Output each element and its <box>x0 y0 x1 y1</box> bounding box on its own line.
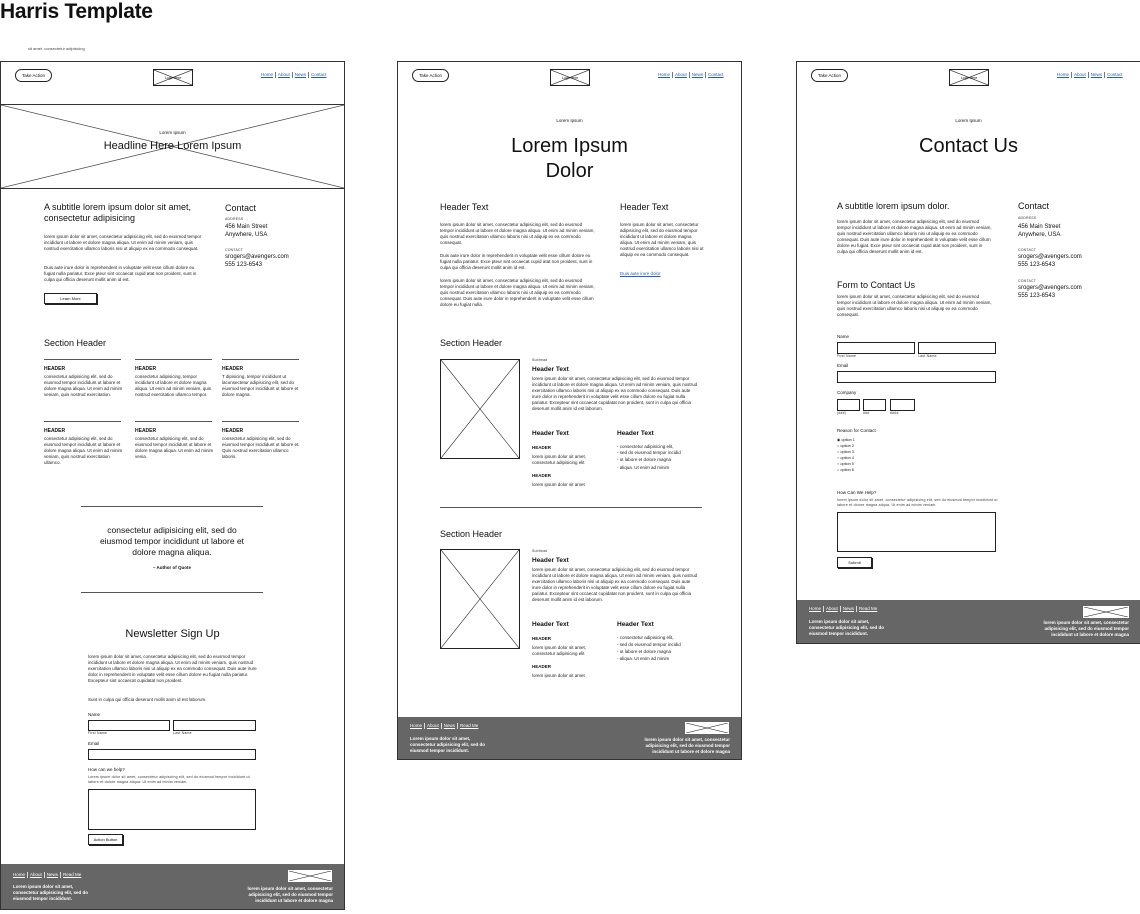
address-line-1: 456 Main Street <box>1018 224 1061 230</box>
email-input[interactable] <box>837 371 996 383</box>
company-label: Company <box>837 390 857 395</box>
footer-right-text: lorem ipsum dolor sit amet, consectetur adipisicing elit, sed do eiusmod tempor incididunt ut labore et dolore magna <box>247 886 333 903</box>
footer-nav-home[interactable]: Home <box>11 872 28 878</box>
hero-kicker: Lorem Ipsum <box>159 130 186 135</box>
email-label: Email <box>837 363 849 368</box>
section-body: lorem ipsum dolor sit amet, consectetur adipisicing elit, sed do eiusmod tempor incididunt ut labore et dolore magna aliqua. Ut enim ad minim veniam, quis nostrud exercitation ullamco laboris nisi ut aliquip ex ea commodo consequat. Duis aute irure dolor in reprehenderit in voluptate velit esse cillum dolore eu fugiat nulla pariatur. Excepteur sint occaecat cupidatat non proident, sunt in culpa qui officia deserunt mollit anim id est laborum. <box>532 376 698 411</box>
top-nav <box>259 72 329 78</box>
phone-area-input[interactable] <box>837 399 860 411</box>
footer <box>797 600 1140 643</box>
radio-option-label: option 4 <box>840 456 854 460</box>
card-text: consectetur adipisicing elit, sed do eiusmod tempor incididunt ut labore et dolore magna aliqua. Ut enim ad minim venia. <box>135 436 214 459</box>
radio-option-label: option 3 <box>840 450 854 454</box>
radio-option[interactable]: ○ option 6 <box>837 468 854 472</box>
hero-headline: Headline Here Lorem Ipsum <box>103 140 242 152</box>
contact-email-2: srogers@avengers.com <box>1018 285 1082 291</box>
nav-about[interactable]: About <box>1072 72 1089 78</box>
nav-home[interactable]: Home <box>1055 72 1072 78</box>
footer-logo[interactable] <box>1083 606 1129 618</box>
help-description: Lorem ipsum dolor sit amet, consectetur adipisicing elit, sed do eiusmod tempor incididunt ut labore et dolore magna aliqua. Ut enim ad minim veniam. <box>88 775 250 784</box>
column-2-title: Header Text <box>620 202 669 212</box>
help-textarea[interactable] <box>88 789 256 830</box>
footer-nav <box>408 723 480 729</box>
reason-label: Reason for Contact <box>837 428 876 433</box>
footer-nav-readme[interactable]: Read Me <box>859 606 878 611</box>
footer <box>398 717 741 759</box>
subhead: Subhead <box>532 549 548 553</box>
contact-label-2: CONTACT <box>1018 279 1037 283</box>
left-sub-text-1: lorem ipsum dolor sit amet, consectetur adipisicing elit <box>532 454 587 465</box>
form-description: lorem ipsum dolor sit amet, consectetur adipisicing elit, sed do eiusmod tempor incididunt ut labore et dolore magna aliqua. Ut enim ad minim veniam, quis nostrud exercitation ullamco laboris nisi ut aliquip ex ea commodo consequat. <box>837 294 992 317</box>
nav-news[interactable]: News <box>1089 72 1105 78</box>
take-action-button[interactable]: Take Action <box>412 69 449 82</box>
bullet-item: - ut labore et dolore magna <box>617 649 672 654</box>
card-header: HEADER <box>222 428 244 434</box>
footer-nav-news[interactable]: News <box>841 606 857 612</box>
left-sub-text-1: lorem ipsum dolor sit amet, consectetur adipisicing elit <box>532 645 587 656</box>
nav-home[interactable]: Home <box>656 72 673 78</box>
contact-phone: 555 123-6543 <box>1018 262 1056 268</box>
left-sub-header-2: HEADER <box>532 473 552 478</box>
nav-home[interactable]: Home <box>259 72 276 78</box>
page-headline: Lorem Ipsum Dolor <box>511 135 628 182</box>
radio-option[interactable]: ○ option 3 <box>837 450 854 454</box>
newsletter-title: Newsletter Sign Up <box>125 628 220 640</box>
contact-label: CONTACT <box>1018 248 1037 252</box>
page-contact-frame <box>796 61 1140 644</box>
footer-right-text: lorem ipsum dolor sit amet, consectetur adipisicing elit, sed do eiusmod tempor incididunt ut labore et dolore magna <box>644 737 730 754</box>
quote-author: – Author of Quote <box>152 565 192 570</box>
card-header: HEADER <box>135 428 157 434</box>
column-2-paragraph: lorem ipsum dolor sit amet, consectetur adipisicing elit, sed do eiusmod tempor incididunt ut labore et dolore magna aliqua. Ut enim ad minim veniam, quis nostrud exercitation ullamco laboris nisi ut aliquip ex ea commodo consequat. <box>620 222 704 257</box>
footer-nav-about[interactable]: About <box>824 606 841 612</box>
section-divider <box>440 507 702 508</box>
template-subcaption: sit amet, consectetur adipisicing <box>28 46 85 51</box>
logo-placeholder[interactable] <box>949 69 989 86</box>
radio-option[interactable]: ○ option 4 <box>837 456 854 460</box>
card-header: HEADER <box>135 366 157 372</box>
card-text: consectetur adipisicing elit, sed do eiusmod tempor incididunt ut labore et dolore magna aliqua. Ut enim ad minim veniam, quis nostrud exercitation ullamco. <box>44 436 123 465</box>
form-title: Form to Contact Us <box>837 280 916 290</box>
footer-nav-about[interactable]: About <box>28 872 45 878</box>
phone-line-input[interactable] <box>890 399 915 411</box>
card-header: HEADER <box>222 366 244 372</box>
bullet-item: - aliqua. Ut enim ad minim <box>617 465 670 470</box>
hero-banner <box>1 104 344 189</box>
footer-left-text: Lorem ipsum dolor sit amet, consectetur adipisicing elit, sed do eiusmod tempor incididunt. <box>809 619 885 636</box>
contact-email: srogers@avengers.com <box>225 254 289 260</box>
contact-phone-2: 555 123-6543 <box>1018 293 1056 299</box>
last-name-caption: Last Name <box>918 354 937 358</box>
logo-label: Logo Here <box>960 75 978 80</box>
bullet-item: - consectetur adipisicing elit, <box>617 444 674 449</box>
name-label: Name <box>88 712 101 717</box>
help-textarea[interactable] <box>837 512 996 552</box>
footer-right-text: lorem ipsum dolor sit amet, consectetur adipisicing elit, sed do eiusmod tempor incididunt ut labore et dolore magna <box>1043 620 1129 637</box>
nav-news[interactable]: News <box>293 72 309 78</box>
section-subheader: Header Text <box>532 557 569 564</box>
logo-placeholder[interactable] <box>550 69 590 86</box>
address-line-2: Anywhere, USA <box>1018 232 1061 238</box>
nav-about[interactable]: About <box>276 72 293 78</box>
bullet-item: - sed do eiusmod tempor incidid <box>617 450 681 455</box>
contact-title: Contact <box>1018 201 1050 211</box>
column-1-title: Header Text <box>440 202 489 212</box>
first-name-caption: First Name <box>88 731 108 735</box>
card-rule <box>135 421 212 422</box>
logo-placeholder[interactable] <box>153 69 193 86</box>
address-line-1: 456 Main Street <box>225 224 268 230</box>
left-sub-title: Header Text <box>532 621 569 628</box>
quote-rule-top <box>81 506 263 507</box>
contact-title: Contact <box>225 203 257 213</box>
card-header: HEADER <box>44 366 66 372</box>
card-rule <box>222 421 299 422</box>
radio-option-label: option 5 <box>840 462 854 466</box>
help-label: How can we help? <box>88 767 125 772</box>
intro-title: A subtitle lorem ipsum dolor sit amet, consectetur adipisicing <box>44 202 192 223</box>
nav-contact[interactable]: Contact <box>708 72 724 77</box>
nav-contact[interactable]: Contact <box>1107 72 1123 77</box>
nav-contact[interactable]: Contact <box>311 72 327 77</box>
contact-label: CONTACT <box>225 248 244 252</box>
intro-paragraph-1: lorem ipsum dolor sit amet, consectetur adipisicing elit, sed do eiusmod tempor incididunt ut labore et dolore magna aliqua. Ut enim ad minim veniam, quis nostrud exercitation ullamco laboris nisi ut aliquip ex ea commodo consequat. <box>44 234 202 251</box>
logo-label: Logo Here <box>561 75 579 80</box>
email-label: Email <box>88 741 100 746</box>
page-about-frame <box>397 61 742 760</box>
left-sub-text-2: lorem ipsum dolor sit amet <box>532 673 585 678</box>
left-sub-header-1: HEADER <box>532 636 552 641</box>
address-line-2: Anywhere, USA <box>225 232 268 238</box>
page-subtitle: A subtitle lorem ipsum dolor. <box>837 201 950 211</box>
radio-option-label: option 1 <box>841 438 855 442</box>
newsletter-paragraph-2: Sunt in culpa qui officia deserunt mollit anim id est laborum. <box>88 697 207 702</box>
top-nav <box>1055 72 1125 78</box>
last-name-input[interactable] <box>173 720 256 731</box>
footer-nav <box>807 606 879 612</box>
page-home-frame <box>0 61 345 910</box>
footer-nav-news[interactable]: News <box>442 723 458 729</box>
footer-nav-home[interactable]: Home <box>807 606 824 612</box>
section-subheader: Header Text <box>532 366 569 373</box>
phone-prefix-input[interactable] <box>863 399 886 411</box>
first-name-input[interactable] <box>837 342 915 354</box>
contact-phone: 555 123-6543 <box>225 262 263 268</box>
last-name-input[interactable] <box>918 342 996 354</box>
column-2-link[interactable]: Duis aute irure dolor <box>620 271 661 276</box>
left-sub-text-2: lorem ipsum dolor sit amet <box>532 482 585 487</box>
page-kicker: Lorem Ipsum <box>955 118 982 123</box>
logo-label: Logo Here <box>164 75 182 80</box>
bullet-item: - aliqua. Ut enim ad minim <box>617 656 670 661</box>
footer-left-text: Lorem ipsum dolor sit amet, consectetur adipisicing elit, sed do eiusmod tempor incididunt. <box>410 736 486 753</box>
image-placeholder <box>440 549 520 649</box>
section-header: Section Header <box>44 338 107 348</box>
card-rule <box>44 359 121 360</box>
left-sub-header-2: HEADER <box>532 664 552 669</box>
footer-nav-home[interactable]: Home <box>408 723 425 729</box>
template-title: Harris Template <box>0 0 153 23</box>
footer-nav <box>11 872 83 878</box>
nav-about[interactable]: About <box>673 72 690 78</box>
column-1-paragraph-2: Duis aute irure dolor in reprehenderit in voluptate velit esse cillum dolore eu fugiat nulla pariatur. Exce pteur sint occaecat cupid atat non proident, sunt in culpa qui officia deserunt mollit anim id est. <box>440 253 593 270</box>
phone-prefix-caption: ### <box>863 411 870 415</box>
bullet-item: - consectetur adipisicing elit, <box>617 635 674 640</box>
quote-text: consectetur adipisicing elit, sed do eiusmod tempor incididunt ut labore et dolore magna aliqua. <box>99 525 245 557</box>
section-header: Section Header <box>440 529 503 539</box>
card-rule <box>222 359 299 360</box>
learn-more-button[interactable]: Learn More <box>44 293 97 304</box>
card-text: T dipisicing, tempor incididunt ut laconsectetur adipisicing elit, sed do eiusmod tempor incididunt ut labore et dolore magna. <box>222 374 299 397</box>
column-1-paragraph-1: lorem ipsum dolor sit amet, consectetur adipisicing elit, sed do eiusmod tempor incididunt ut labore et dolore magna aliqua. Ut enim ad minim veniam, quis nostrud exercitation ullamco laboris nisi ut aliquip ex ea commodo consequat. <box>440 222 595 245</box>
take-action-button[interactable]: Take Action <box>15 69 52 82</box>
radio-option[interactable]: ◉ option 1 <box>837 438 855 442</box>
footer-logo[interactable] <box>685 722 729 734</box>
card-text: consectetur adipisicing, tempor incididunt ut labore et dolore magna aliqua. Ut enim ad minim veniam, quis nostrud exercitation ullamco tempor. <box>135 374 212 397</box>
card-header: HEADER <box>44 428 66 434</box>
footer <box>1 864 344 909</box>
card-rule <box>135 359 212 360</box>
column-1-paragraph-3: lorem ipsum dolor sit amet, consectetur adipisicing elit, sed do eiusmod tempor incididunt ut labore et dolore magna aliqua. Ut enim ad minim veniam, quis nostrud exercitation ullamco laboris nisi ut aliquip ex ea commodo consequat. Duis aute irure dolor in reprehenderit in voluptate velit esse cillum dolore eu fugiat nulla. <box>440 278 595 307</box>
page-kicker: Lorem Ipsum <box>556 118 583 123</box>
email-input[interactable] <box>88 749 256 760</box>
card-text: consectetur adipisicing elit, sed do eiusmod tempor incididunt ut labore et. Quis nostrud exercitation ullamco laboris. <box>222 436 300 459</box>
radio-option-label: option 2 <box>840 444 854 448</box>
radio-option[interactable]: ○ option 2 <box>837 444 854 448</box>
address-label: ADDRESS <box>225 217 244 221</box>
right-sub-title: Header Text <box>617 621 654 628</box>
left-sub-header-1: HEADER <box>532 445 552 450</box>
first-name-caption: First Name <box>837 354 857 358</box>
section-header: Section Header <box>440 338 503 348</box>
bullet-item: - sed do eiusmod tempor incidid <box>617 642 681 647</box>
radio-option[interactable]: ○ option 5 <box>837 462 854 466</box>
quote-rule-bottom <box>81 592 263 593</box>
image-placeholder <box>440 359 520 459</box>
last-name-caption: Last Name <box>173 731 192 735</box>
submit-button[interactable]: Submit <box>837 557 872 568</box>
first-name-input[interactable] <box>88 720 170 731</box>
phone-line-caption: #### <box>890 411 899 415</box>
name-label: Name <box>837 334 850 339</box>
footer-nav-readme[interactable]: Read Me <box>63 872 82 877</box>
footer-nav-news[interactable]: News <box>45 872 61 878</box>
page-headline: Contact Us <box>919 135 1018 157</box>
footer-left-text: Lorem ipsum dolor sit amet, consectetur adipisicing elit, sed do eiusmod tempor incididunt. <box>13 884 89 901</box>
section-body: lorem ipsum dolor sit amet, consectetur adipisicing elit, sed do eiusmod tempor incididunt ut labore et dolore magna aliqua. Ut enim ad minim veniam, quis nostrud exercitation ullamco laboris nisi ut aliquip ex ea commodo consequat. Duis aute irure dolor in reprehenderit in voluptate velit esse cillum dolore eu fugiat nulla pariatur. Excepteur sint occaecat cupidatat non proident, sunt in culpa qui officia deserunt mollit anim id est laborum. <box>532 567 698 602</box>
contact-email: srogers@avengers.com <box>1018 254 1082 260</box>
footer-nav-readme[interactable]: Read Me <box>460 723 479 728</box>
card-text: consectetur adipisicing elit, sed do eiusmod tempor incididunt ut labore et dolore magna aliqua. Ut enim ad minim veniam, quis nostrud exercitation. <box>44 374 123 397</box>
footer-logo[interactable] <box>288 870 332 882</box>
phone-area-caption: (###) <box>837 411 847 415</box>
left-sub-title: Header Text <box>532 430 569 437</box>
intro-paragraph: lorem ipsum dolor sit amet, consectetur adipisicing elit, sed do eiusmod tempor incididunt ut labore et dolore magna aliqua. Ut enim ad minim veniam, quis nostrud exercitation ullamco laboris nisi ut aliquip ex ea commodo consequat. Duis aute irure dolor in reprehenderit in voluptate velit esse cillum dolore eu fugiat. Exce pteur sint occaecat cupid atat non proident, sunt in culpa qui officia deserunt mollit anim id est. <box>837 219 992 254</box>
newsletter-paragraph: lorem ipsum dolor sit amet, consectetur adipisicing elit, sed do eiusmod tempor incididunt ut labore et dolore magna aliqua. Ut enim ad minim veniam, quis nostrud exercitation ullamco laboris nisi ut aliquip ex ea commodo consequat. Duis aute irure dolor in reprehenderit in voluptate velit esse cillum dolore eu fugiat nulla pariatur. Excepteur sint occaecat cupidatat non proident. <box>88 654 257 683</box>
address-label: ADDRESS <box>1018 216 1037 220</box>
card-rule <box>44 421 121 422</box>
take-action-button[interactable]: Take Action <box>811 69 848 82</box>
subhead: Subhead <box>532 358 548 362</box>
bullet-item: - ut labore et dolore magna <box>617 457 672 462</box>
footer-nav-about[interactable]: About <box>425 723 442 729</box>
action-button[interactable]: Action Button <box>88 834 123 845</box>
intro-paragraph-2: Duis aute irure dolor in reprehenderit in voluptate velit esse cillum dolore eu fugiat nulla pariatur. Exce pteur sint occaecat cupid atat non proident, sunt in culpa qui officia deserunt mollit anim id est. <box>44 265 197 282</box>
right-sub-title: Header Text <box>617 430 654 437</box>
radio-option-label: option 6 <box>840 468 854 472</box>
top-nav <box>656 72 726 78</box>
help-description: lorem ipsum dolor sit amet, consectetur adipisicing elit, sed do eiusmod tempor incididunt ut labore et dolore magna aliqua. Ut enim ad minim veniam. <box>837 498 998 507</box>
nav-news[interactable]: News <box>690 72 706 78</box>
help-label: How Can We Help? <box>837 490 877 495</box>
